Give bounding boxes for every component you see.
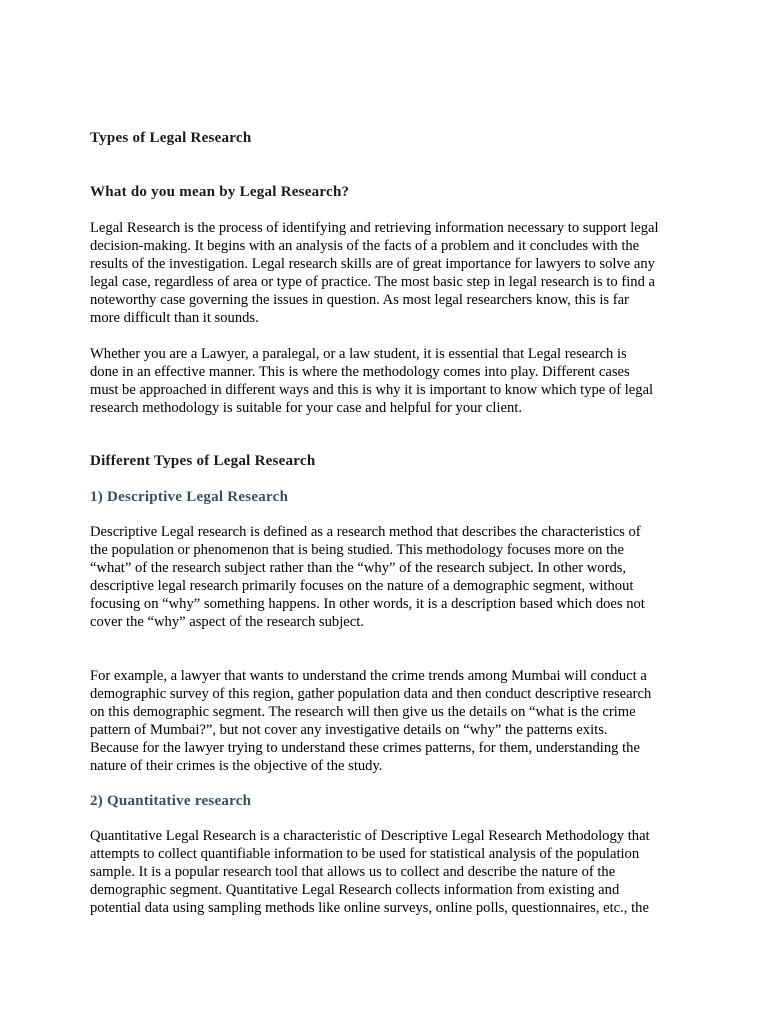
intro-paragraph-1: Legal Research is the process of identifying and retrieving information necessary to support legal decision-making. It begins with an analysis of the facts of a problem and it concludes with the results of the investigation. Legal research skills are of great importance for lawyers to solve any legal case, regardless of area or type of practice. The most basic step in legal research is to find a noteworthy case governing the issues in question. As most legal researchers know, this is far more difficult than it sounds. (90, 220, 659, 326)
section-1-paragraph-2: For example, a lawyer that wants to understand the crime trends among Mumbai will conduct a demographic survey of this region, gather population data and then conduct descriptive research on this demographic segment. The research will then give us the details on “what is the crime pattern of Mumbai?”, but not cover any investigative details on “why” the patterns exits. Because for the lawyer trying to understand these crimes patterns, for them, understanding the nature of their crimes is the objective of the study. (90, 668, 652, 774)
section-1-heading: 1) Descriptive Legal Research (90, 489, 289, 505)
section-2-paragraph-1: Quantitative Legal Research is a characteristic of Descriptive Legal Research Methodology that attempts to collect quantifiable information to be used for statistical analysis of the population sample. It is a popular research tool that allows us to collect and describe the nature of the demographic segment. Quantitative Legal Research collects information from existing and potential data using sampling methods like online surveys, online polls, questionnaires, etc., the (90, 828, 650, 916)
types-heading: Different Types of Legal Research (90, 453, 316, 469)
question-heading: What do you mean by Legal Research? (90, 184, 350, 200)
document-title: Types of Legal Research (90, 130, 252, 146)
section-1-paragraph-1: Descriptive Legal research is defined as a research method that describes the characteristics of the population or phenomenon that is being studied. This methodology focuses more on the “what” of the research subject rather than the “why” of the research subject. In other words, descriptive legal research primarily focuses on the nature of a demographic segment, without focusing on “why” something happens. In other words, it is a description based which does not cover the “why” aspect of the research subject. (90, 524, 645, 630)
section-2-heading: 2) Quantitative research (90, 793, 252, 809)
intro-paragraph-2: Whether you are a Lawyer, a paralegal, or a law student, it is essential that Legal research is done in an effective manner. This is where the methodology comes into play. Different cases must be approached in different ways and this is why it is important to know which type of legal research methodology is suitable for your case and helpful for your client. (90, 346, 654, 416)
